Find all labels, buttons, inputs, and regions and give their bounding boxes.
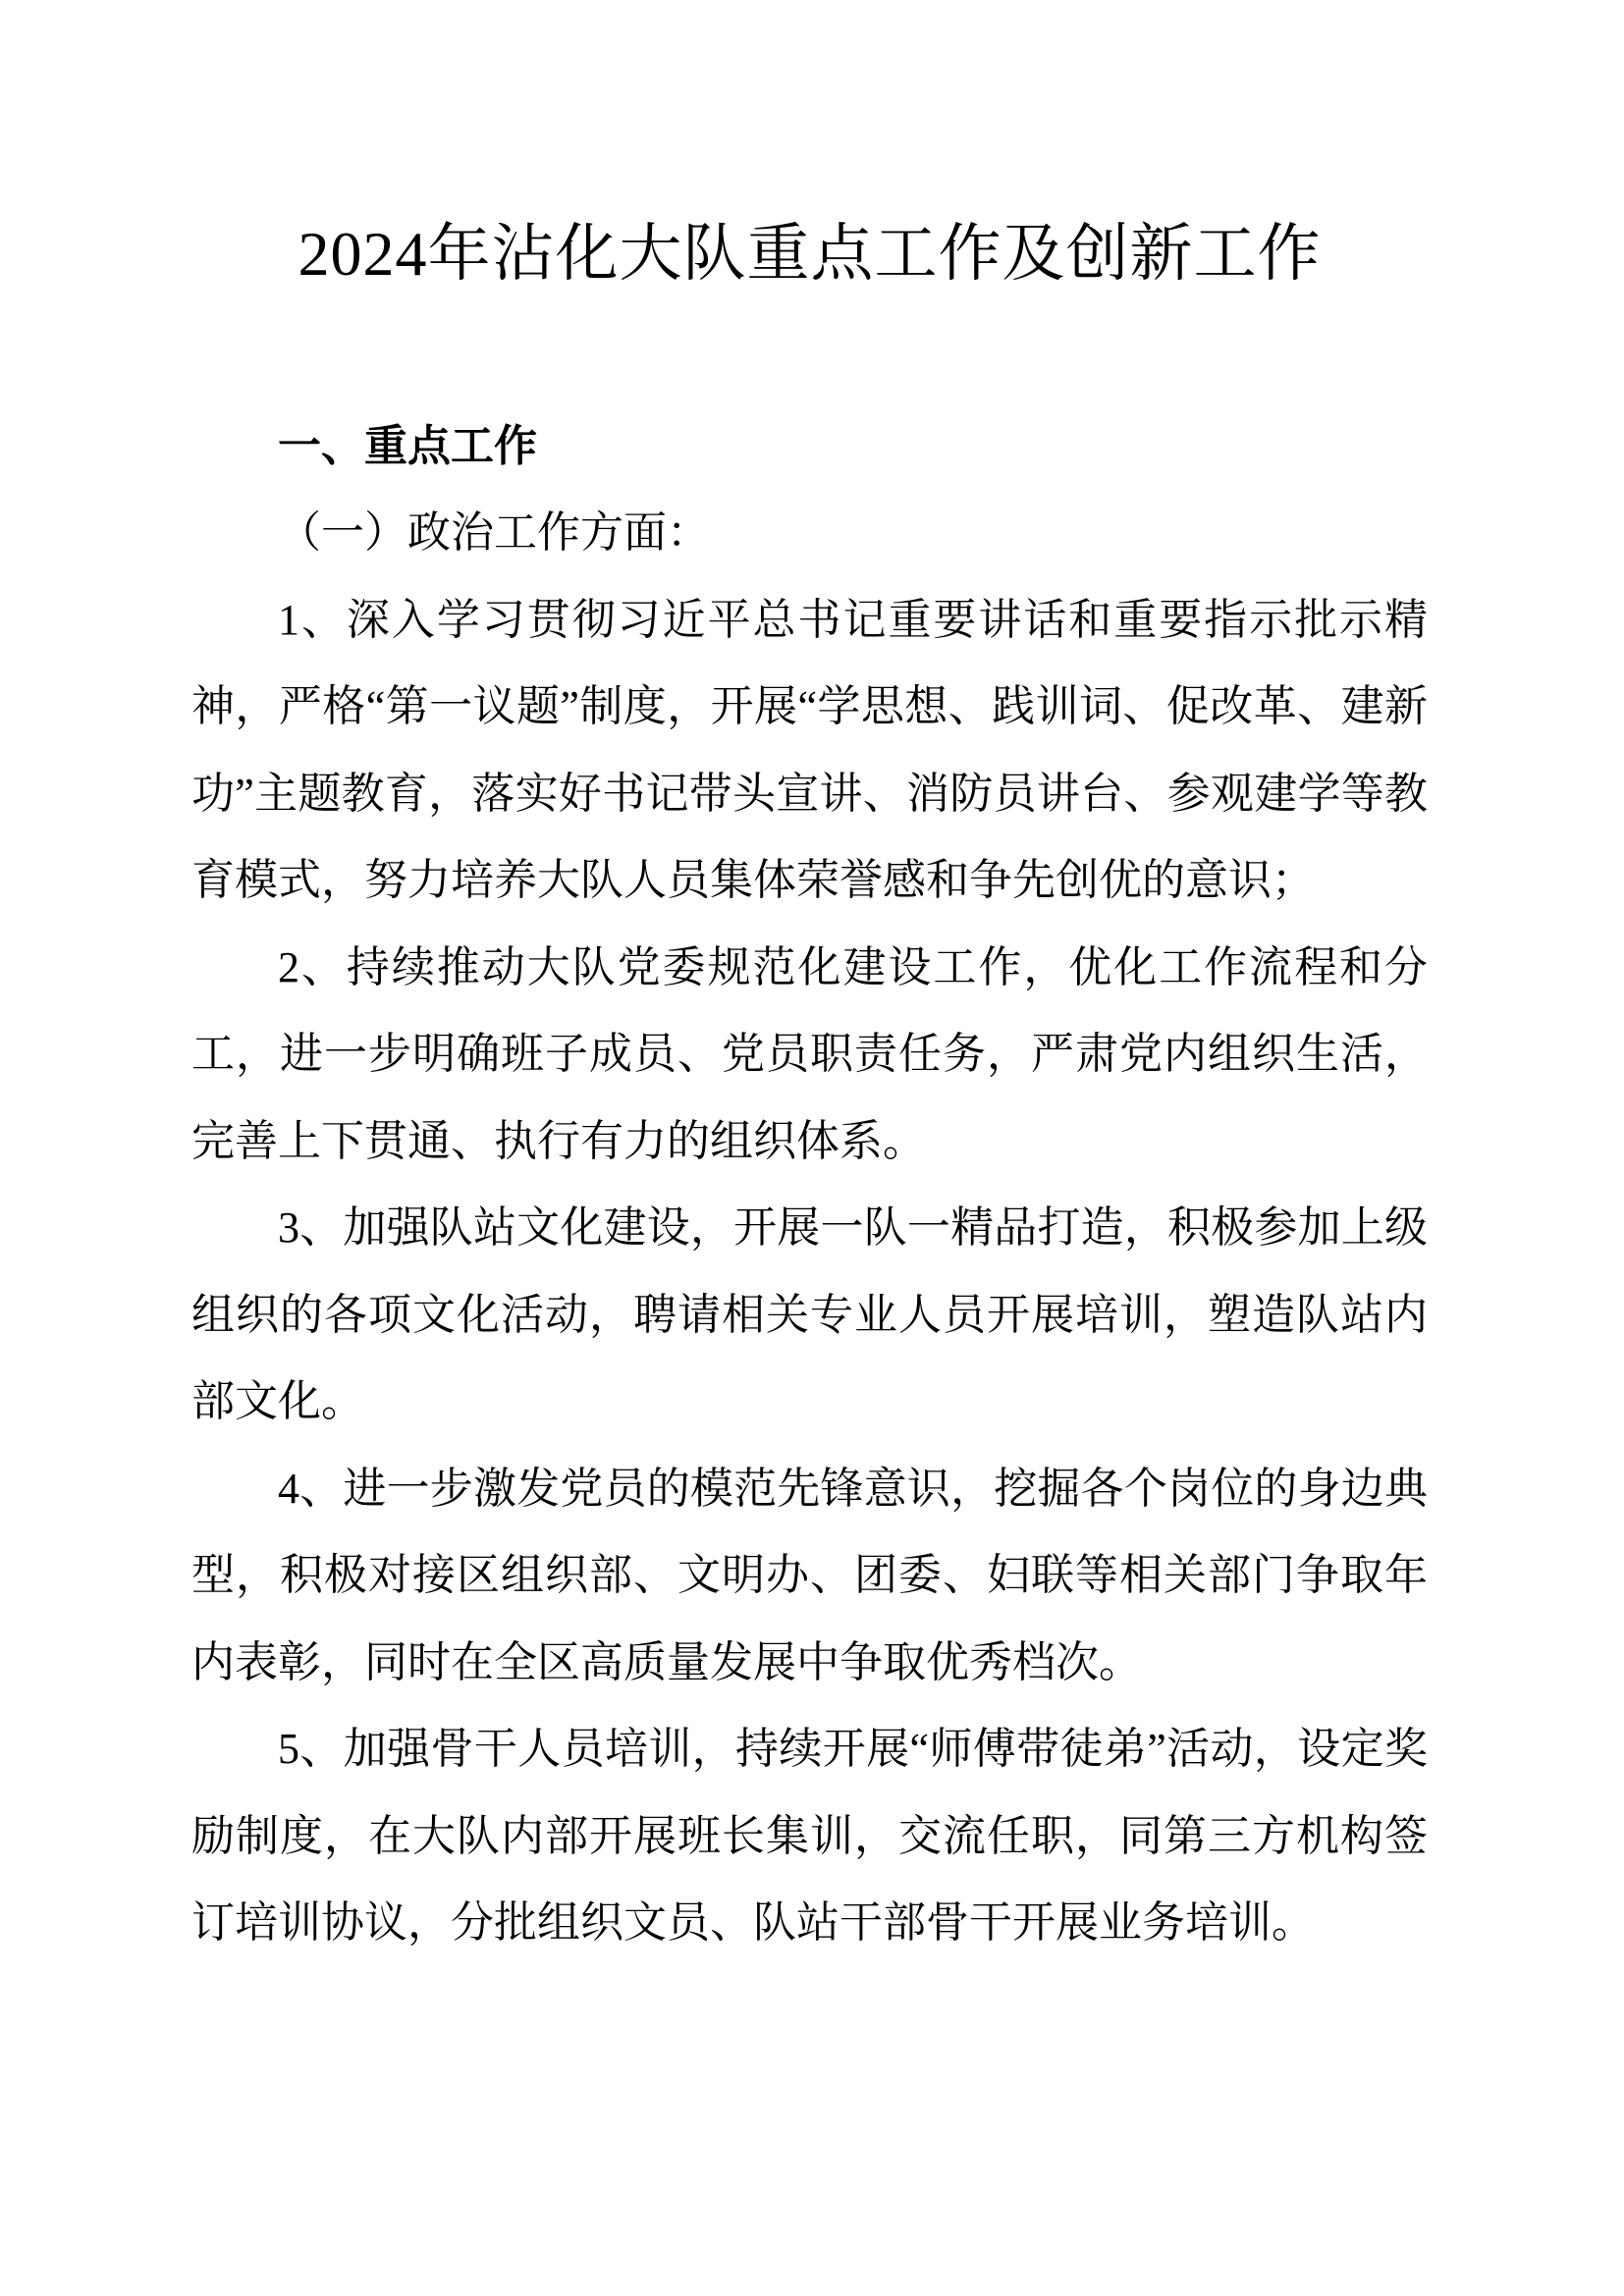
- paragraph: 4、进一步激发党员的模范先锋意识，挖掘各个岗位的身边典型，积极对接区组织部、文明办、团委、妇联等相关部门争取年内表彰，同时在全区高质量发展中争取优秀档次。: [191, 1464, 1428, 1686]
- paragraph: 1、深入学习贯彻习近平总书记重要讲话和重要指示批示精神，严格“第一议题”制度，开展“学思想、践训词、促改革、建新功”主题教育，落实好书记带头宣讲、消防员讲台、参观建学等教育模式，努力培养大队人员集体荣誉感和争先创优的意识；: [191, 595, 1428, 905]
- paragraph: 5、加强骨干人员培训，持续开展“师傅带徒弟”活动，设定奖励制度，在大队内部开展班长集训，交流任职，同第三方机构签订培训协议，分批组织文员、队站干部骨干开展业务培训。: [191, 1725, 1428, 1948]
- paragraph: 2、持续推动大队党委规范化建设工作，优化工作流程和分工，进一步明确班子成员、党员职责任务，严肃党内组织生活，完善上下贯通、执行有力的组织体系。: [191, 942, 1428, 1165]
- paragraph: 3、加强队站文化建设，开展一队一精品打造，积极参加上级组织的各项文化活动，聘请相关专业人员开展培训，塑造队站内部文化。: [191, 1203, 1428, 1426]
- section-heading1: 一、重点工作: [278, 421, 537, 470]
- section-heading2: （一）政治工作方面：: [278, 508, 710, 558]
- document-title: 2024年沾化大队重点工作及创新工作: [298, 219, 1322, 289]
- document-body: [191, 403, 1428, 1967]
